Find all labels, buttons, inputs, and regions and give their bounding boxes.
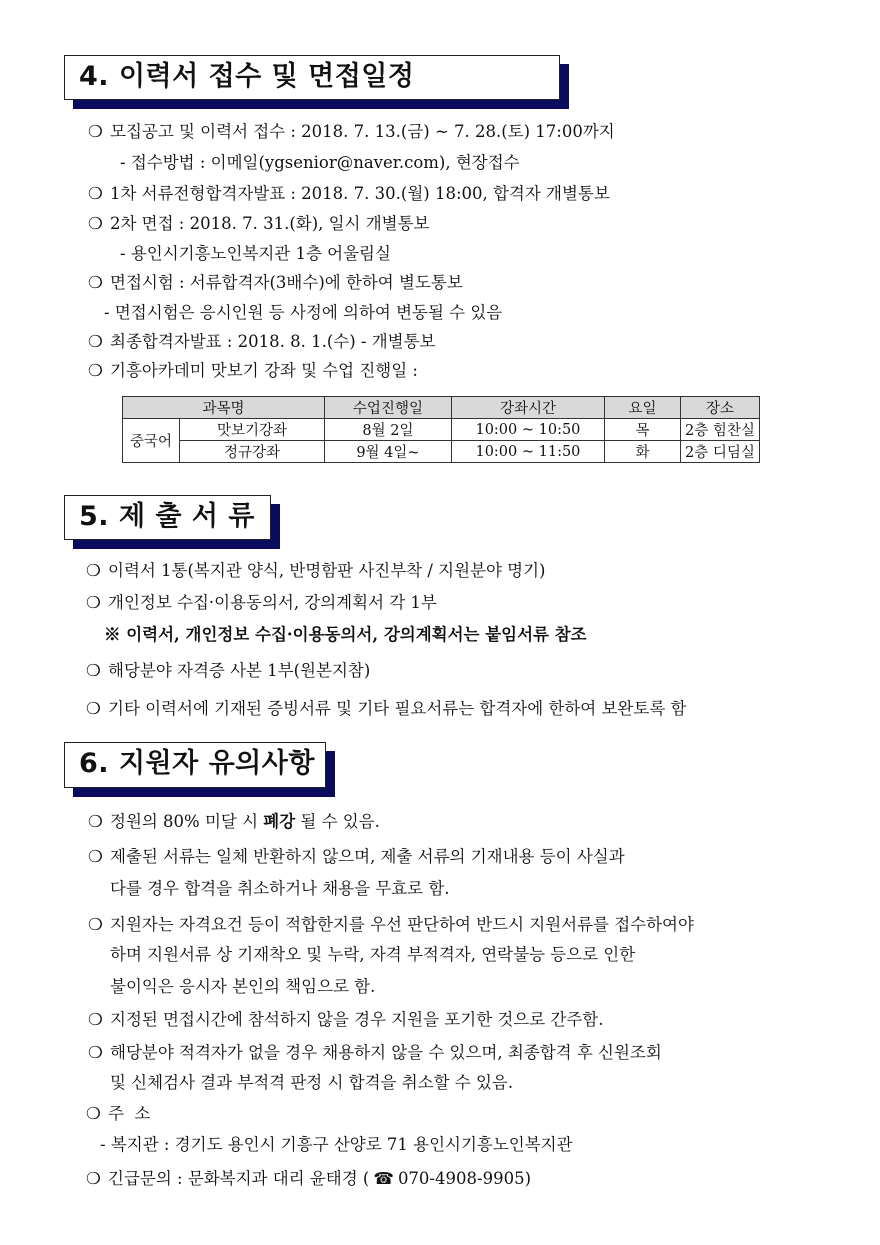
item-text: - 용인시기흥노인복지관 1층 어울림실 <box>120 244 391 263</box>
bullet-icon: ❍ <box>86 593 101 612</box>
item-text: 면접시험 : 서류합격자(3배수)에 한하여 별도통보 <box>110 273 463 292</box>
note <box>104 624 587 646</box>
cell: 10:00 ~ 11:50 <box>451 441 604 463</box>
item-text: - 접수방법 : 이메일(ygsenior@naver.com), 현장접수 <box>120 153 520 172</box>
item-text: 하며 지원서류 상 기재착오 및 누락, 자격 부적격자, 연락불능 등으로 인한 <box>110 945 636 964</box>
bullet-icon: ❍ <box>88 847 103 866</box>
bullet-icon: ❍ <box>88 184 103 203</box>
list-item <box>88 121 615 143</box>
table-row <box>123 419 760 441</box>
item-text: 긴급문의 : 문화복지과 대리 윤태경 ( <box>108 1169 370 1188</box>
col-header: 과목명 <box>123 397 325 419</box>
list-item <box>86 698 686 720</box>
item-text: - 복지관 : 경기도 용인시 기흥구 산양로 71 용인시기흥노인복지관 <box>100 1135 573 1154</box>
subject-cell: 중국어 <box>123 419 180 463</box>
cell: 정규강좌 <box>180 441 325 463</box>
schedule-table <box>122 396 760 463</box>
bullet-icon: ❍ <box>88 1043 103 1062</box>
table-row <box>123 441 760 463</box>
item-text: 지정된 면접시간에 참석하지 않을 경우 지원을 포기한 것으로 간주함. <box>110 1010 604 1029</box>
emphasis-text: 폐강 <box>263 812 296 831</box>
list-item <box>110 1072 513 1094</box>
col-header: 강좌시간 <box>451 397 604 419</box>
bullet-icon: ❍ <box>86 561 101 580</box>
list-item <box>88 183 610 205</box>
item-text: 개인정보 수집·이용동의서, 강의계획서 각 1부 <box>108 593 437 612</box>
bullet-icon: ❍ <box>88 273 103 292</box>
section-6-heading: 6. 지원자 유의사항 <box>64 742 326 788</box>
bullet-icon: ❍ <box>86 1104 101 1123</box>
list-item <box>88 331 435 353</box>
item-text: 이력서 1통(복지관 양식, 반명함판 사진부착 / 지원분야 명기) <box>108 561 546 580</box>
list-item <box>88 1042 662 1064</box>
item-text: 2차 면접 : 2018. 7. 31.(화), 일시 개별통보 <box>110 214 430 233</box>
item-text: 1차 서류전형합격자발표 : 2018. 7. 30.(월) 18:00, 합격자 개별통보 <box>110 184 610 203</box>
list-item <box>86 592 437 614</box>
note-text: ※ 이력서, 개인정보 수집·이용동의서, 강의계획서는 붙임서류 참조 <box>104 625 587 644</box>
cell: 화 <box>604 441 680 463</box>
bullet-icon: ❍ <box>86 699 101 718</box>
item-text: 지원자는 자격요건 등이 적합한지를 우선 판단하여 반드시 지원서류를 접수하여야 <box>110 915 694 934</box>
list-item <box>88 360 418 382</box>
bullet-icon: ❍ <box>88 1010 103 1029</box>
list-item <box>88 811 380 833</box>
list-item <box>88 272 463 294</box>
item-text: - 면접시험은 응시인원 등 사정에 의하여 변동될 수 있음 <box>104 303 503 322</box>
item-text: 될 수 있음. <box>295 812 380 831</box>
item-text: 불이익은 응시자 본인의 책임으로 함. <box>110 977 376 996</box>
item-text: 기흥아카데미 맛보기 강좌 및 수업 진행일 : <box>110 361 418 380</box>
bullet-icon: ❍ <box>88 332 103 351</box>
section-5-heading: 5. 제 출 서 류 <box>64 495 271 540</box>
list-item <box>120 152 520 174</box>
list-item <box>88 1009 604 1031</box>
list-item <box>88 846 625 868</box>
bullet-icon: ❍ <box>88 915 103 934</box>
item-text: 제출된 서류는 일체 반환하지 않으며, 제출 서류의 기재내용 등이 사실과 <box>110 847 625 866</box>
bullet-icon: ❍ <box>86 661 101 680</box>
list-item <box>86 1103 150 1125</box>
list-item <box>110 976 375 998</box>
col-header: 요일 <box>604 397 680 419</box>
bullet-icon: ❍ <box>88 812 103 831</box>
cell: 8월 2일 <box>324 419 451 441</box>
cell: 9월 4일~ <box>324 441 451 463</box>
cell: 맛보기강좌 <box>180 419 325 441</box>
list-item <box>100 1134 573 1156</box>
item-text: 해당분야 적격자가 없을 경우 채용하지 않을 수 있으며, 최종합격 후 신원조회 <box>110 1043 662 1062</box>
bullet-icon: ❍ <box>88 361 103 380</box>
bullet-icon: ❍ <box>88 122 103 141</box>
item-text: 최종합격자발표 : 2018. 8. 1.(수) - 개별통보 <box>110 332 436 351</box>
col-header: 수업진행일 <box>324 397 451 419</box>
phone-icon: ☎ <box>373 1169 394 1188</box>
list-item <box>110 878 450 900</box>
list-item <box>110 944 635 966</box>
item-text: 주 소 <box>108 1104 151 1123</box>
list-item <box>104 302 502 324</box>
cell: 2층 디딤실 <box>680 441 759 463</box>
list-item <box>88 213 430 235</box>
list-item <box>88 914 694 936</box>
item-text: 정원의 80% 미달 시 <box>110 812 264 831</box>
item-text: 및 신체검사 결과 부적격 판정 시 합격을 취소할 수 있음. <box>110 1073 514 1092</box>
col-header: 장소 <box>680 397 759 419</box>
item-text: 모집공고 및 이력서 접수 : 2018. 7. 13.(금) ~ 7. 28.(토) 17:00까지 <box>110 122 615 141</box>
phone-number: 070-4908-9905) <box>397 1169 532 1188</box>
item-text: 기타 이력서에 기재된 증빙서류 및 기타 필요서류는 합격자에 한하여 보완토록 함 <box>108 699 687 718</box>
item-text: 다를 경우 합격을 취소하거나 채용을 무효로 함. <box>110 879 450 898</box>
bullet-icon: ❍ <box>88 214 103 233</box>
item-text: 해당분야 자격증 사본 1부(원본지참) <box>108 661 371 680</box>
cell: 10:00 ~ 10:50 <box>451 419 604 441</box>
list-item <box>86 660 370 682</box>
cell: 2층 힘찬실 <box>680 419 759 441</box>
list-item <box>120 243 391 265</box>
list-item <box>86 560 546 582</box>
bullet-icon: ❍ <box>86 1169 101 1188</box>
section-4-heading: 4. 이력서 접수 및 면접일정 <box>64 55 560 100</box>
cell: 목 <box>604 419 680 441</box>
list-item <box>86 1168 531 1190</box>
